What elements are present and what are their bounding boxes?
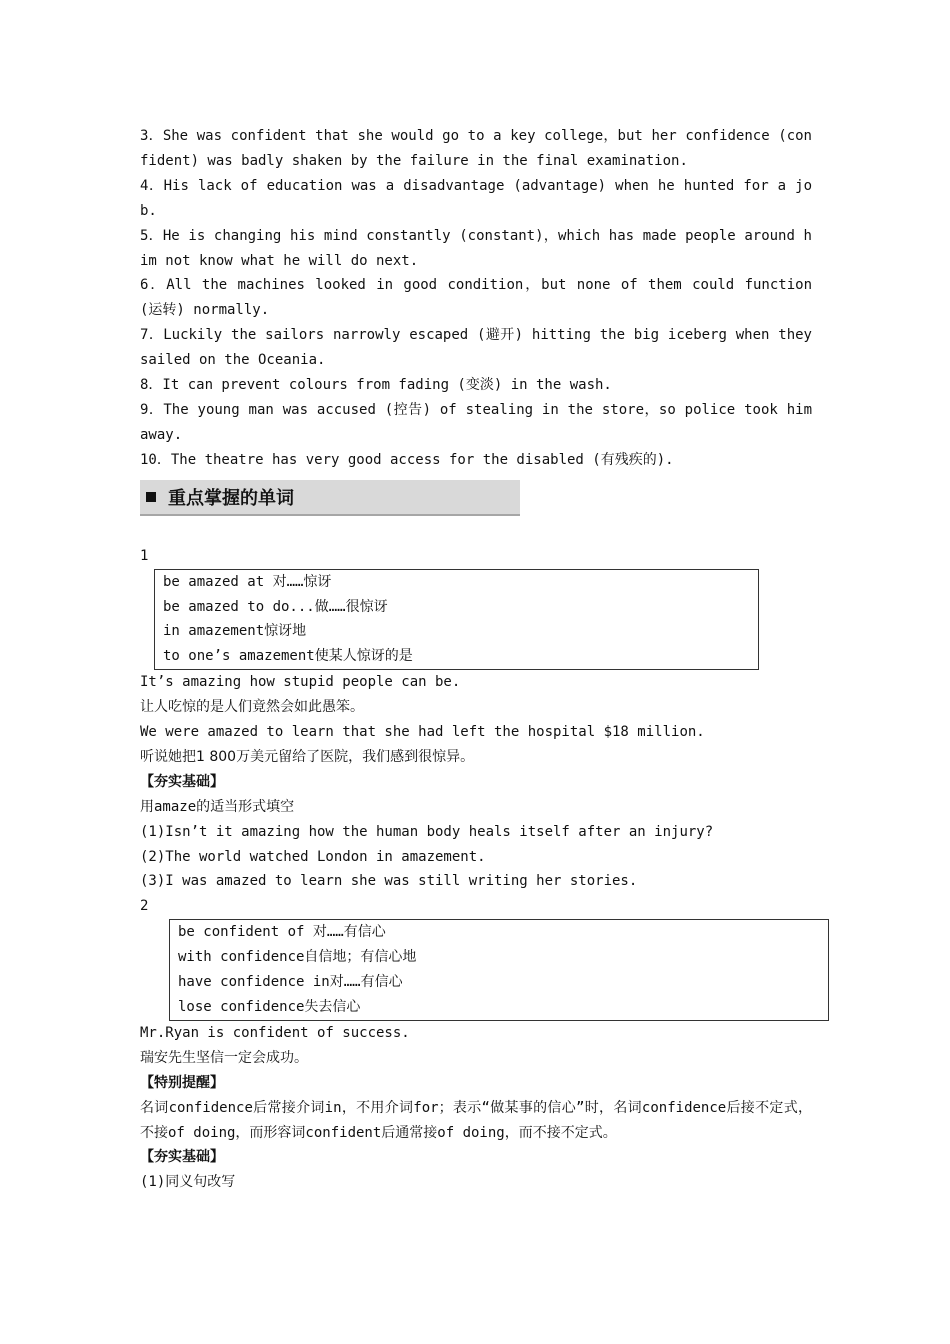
phrase-box (169, 919, 829, 1021)
square-bullet-icon (146, 492, 156, 502)
practice-intro: 用amaze的适当形式填空 (140, 798, 295, 815)
example-sentence: We were amazed to learn that she had left the hospital $18 million. (140, 724, 705, 741)
phrase-line: in amazement惊讶地 (163, 623, 307, 640)
document-body (140, 124, 821, 1195)
phrase-line: be confident of 对……有信心 (178, 924, 386, 941)
phrase-line: to one’s amazement使某人惊讶的是 (163, 648, 413, 665)
section-header (140, 480, 520, 516)
intro-sentence: 10．The theatre has very good access for the disabled (有残疾的). (140, 451, 674, 468)
example-sentence: It’s amazing how stupid people can be. (140, 674, 461, 691)
note-header: 【特别提醒】 (140, 1074, 224, 1091)
word-item-confident (140, 894, 812, 1195)
intro-sentence: 8．It can prevent colours from fading (变淡) in the wash. (140, 377, 612, 394)
phrase-line: be amazed to do...做……很惊讶 (163, 598, 388, 615)
intro-sentence: 7．Luckily the sailors narrowly escaped (避开) hitting the big iceberg when they sailed on the Oceania. (140, 327, 821, 369)
item-number: 1 (140, 547, 149, 564)
phrase-box (154, 569, 759, 671)
intro-sentence: 9．The young man was accused (控告) of stealing in the store，so police took him away. (140, 401, 821, 443)
practice-header: 【夯实基础】 (140, 1149, 224, 1166)
practice-line: (2)The world watched London in amazement. (140, 848, 486, 865)
intro-sentence: 4．His lack of education was a disadvantage (advantage) when he hunted for a job. (140, 177, 812, 219)
example-translation: 瑞安先生坚信一定会成功。 (140, 1049, 308, 1066)
phrase-line: have confidence in对……有信心 (178, 974, 403, 991)
intro-sentence-list (140, 124, 821, 473)
section-title: 重点掌握的单词 (168, 487, 294, 509)
example-sentence: Mr.Ryan is confident of success. (140, 1024, 410, 1041)
phrase-line: be amazed at 对……惊讶 (163, 573, 332, 590)
phrase-line: lose confidence失去信心 (178, 999, 361, 1015)
intro-sentence: 6．All the machines looked in good condition，but none of them could function (运转) normally. (140, 277, 821, 319)
item-number: 2 (140, 898, 149, 915)
intro-sentence: 5．He is changing his mind constantly (constant)，which has made people around him not know what he will do next. (140, 227, 812, 269)
note-text: 名词confidence后常接介词in，不用介词for；表示“做某事的信心”时，名词confidence后接不定式，不接of doing，而形容词confident后通常接of doing，而不接不定式。 (140, 1099, 812, 1141)
practice-header: 【夯实基础】 (140, 773, 224, 790)
practice-line: (3)I was amazed to learn she was still writing her stories. (140, 873, 638, 890)
example-translation: 听说她把1 800万美元留给了医院，我们感到很惊异。 (140, 748, 475, 765)
example-translation: 让人吃惊的是人们竟然会如此愚笨。 (140, 699, 364, 716)
phrase-line: with confidence自信地；有信心地 (178, 949, 417, 966)
intro-sentence: 3．She was confident that she would go to a key college，but her confidence (confident) was badly shaken by the failure in the final examination. (140, 128, 812, 169)
word-item-amaze (140, 544, 812, 895)
practice-line: (1)Isn’t it amazing how the human body heals itself after an injury? (140, 823, 714, 840)
practice-intro: (1)同义句改写 (140, 1174, 236, 1191)
